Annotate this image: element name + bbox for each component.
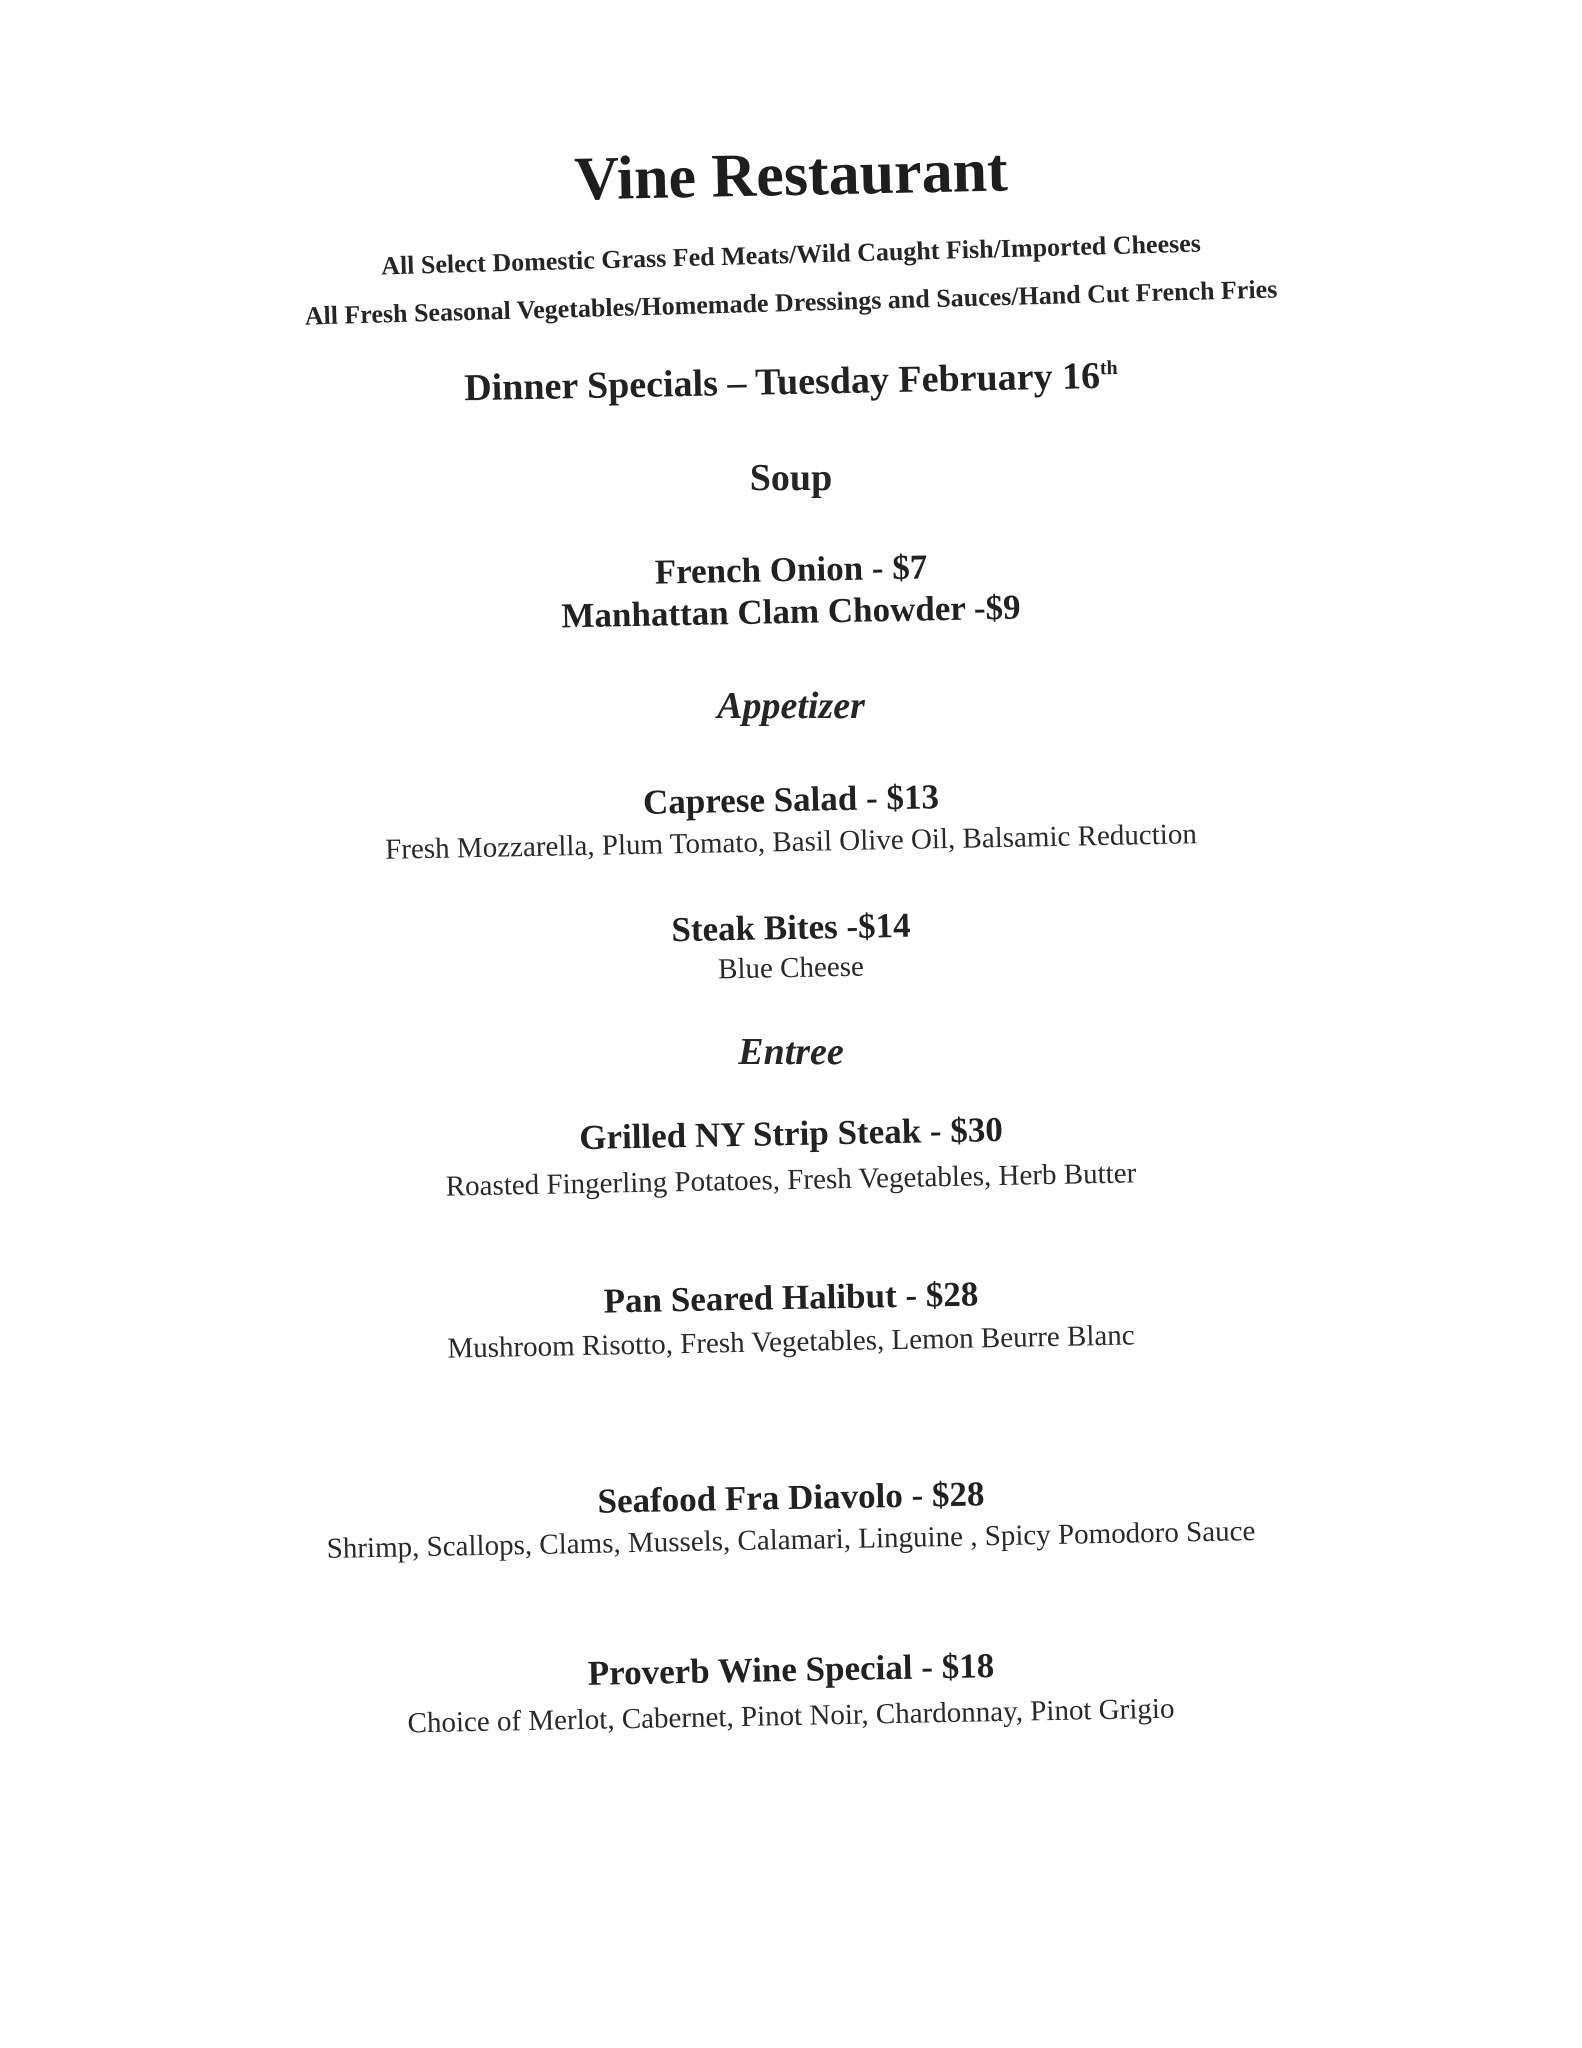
appetizer-heading-text: Appetizer — [717, 685, 865, 727]
soup-heading-text: Soup — [749, 457, 833, 499]
section-heading-soup — [0, 456, 1582, 500]
item-name: Manhattan Clam Chowder -$9 — [561, 587, 1021, 636]
specials-heading — [0, 345, 1582, 419]
restaurant-title-text: Vine Restaurant — [573, 136, 1009, 214]
item-name: French Onion - $7 — [654, 547, 928, 592]
section-heading-entree — [0, 1030, 1582, 1074]
item-name: Grilled NY Strip Steak - $30 — [578, 1109, 1004, 1158]
item-description: Shrimp, Scallops, Clams, Mussels, Calamari, Linguine , Spicy Pomodoro Sauce — [326, 1515, 1256, 1565]
tagline-2-text: All Fresh Seasonal Vegetables/Homemade Dressings and Sauces/Hand Cut French Fries — [304, 274, 1278, 331]
restaurant-title — [0, 123, 1582, 227]
item-name: Seafood Fra Diavolo - $28 — [597, 1474, 985, 1521]
section-heading-appetizer — [0, 684, 1582, 728]
item-description: Choice of Merlot, Cabernet, Pinot Noir, Chardonnay, Pinot Grigio — [407, 1692, 1175, 1740]
item-name: Steak Bites -$14 — [671, 905, 911, 950]
specials-heading-text — [464, 354, 1118, 411]
specials-date-suffix: th — [1099, 357, 1118, 380]
item-description: Mushroom Risotto, Fresh Vegetables, Lemon Beurre Blanc — [447, 1319, 1135, 1365]
item-description: Fresh Mozzarella, Plum Tomato, Basil Olive Oil, Balsamic Reduction — [384, 818, 1198, 866]
item-description: Roasted Fingerling Potatoes, Fresh Vegetables, Herb Butter — [445, 1157, 1137, 1203]
item-description: Blue Cheese — [717, 950, 865, 986]
item-name: Caprese Salad - $13 — [642, 777, 940, 822]
item-name: Proverb Wine Special - $18 — [587, 1646, 995, 1693]
entree-heading-text: Entree — [738, 1031, 844, 1073]
tagline-1-text: All Select Domestic Grass Fed Meats/Wild Caught Fish/Imported Cheeses — [380, 228, 1202, 281]
specials-date-text: Dinner Specials – Tuesday February 16 — [463, 355, 1101, 410]
item-name: Pan Seared Halibut - $28 — [603, 1274, 979, 1321]
